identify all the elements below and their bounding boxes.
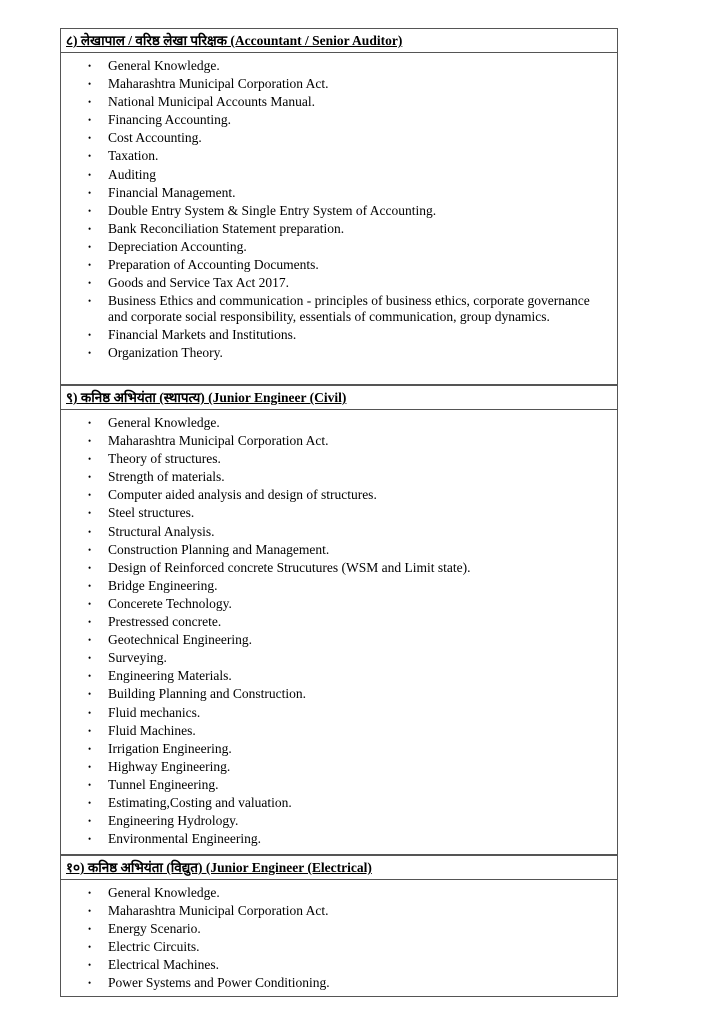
section-body [60, 53, 618, 385]
list-item: • Electric Circuits. [61, 939, 617, 955]
list-item: • Fluid Machines. [61, 723, 617, 739]
list-item: • Theory of structures. [61, 451, 617, 467]
list-item: • Strength of materials. [61, 469, 617, 485]
list-item: • Estimating,Costing and valuation. [61, 795, 617, 811]
section-junior-engineer-electrical [60, 855, 618, 997]
list-item: • Prestressed concrete. [61, 614, 617, 630]
list-item: • Goods and Service Tax Act 2017. [61, 275, 617, 291]
topic-list [61, 415, 617, 847]
list-item: • Preparation of Accounting Documents. [61, 257, 617, 273]
list-item: • Environmental Engineering. [61, 831, 617, 847]
list-item: • Taxation. [61, 148, 617, 164]
list-item: • Bridge Engineering. [61, 578, 617, 594]
section-heading [60, 385, 618, 410]
list-item: • Surveying. [61, 650, 617, 666]
list-item: • Steel structures. [61, 505, 617, 521]
topic-list [61, 885, 617, 991]
list-item: • Structural Analysis. [61, 524, 617, 540]
list-item: • Power Systems and Power Conditioning. [61, 975, 617, 991]
list-item: • Fluid mechanics. [61, 705, 617, 721]
list-item: • Financial Management. [61, 185, 617, 201]
list-item: • Engineering Materials. [61, 668, 617, 684]
list-item: • Business Ethics and communication - principles of business ethics, corporate governance and corporate social responsibility, essentials of communication, group dynamics. [61, 293, 617, 325]
list-item: • Electrical Machines. [61, 957, 617, 973]
list-item: • Maharashtra Municipal Corporation Act. [61, 903, 617, 919]
list-item: • Financial Markets and Institutions. [61, 327, 617, 343]
section-body [60, 880, 618, 997]
section-heading [60, 855, 618, 880]
list-item: • Construction Planning and Management. [61, 542, 617, 558]
topic-list [61, 58, 617, 361]
list-item: • Design of Reinforced concrete Strucutures (WSM and Limit state). [61, 560, 617, 576]
list-item: • Maharashtra Municipal Corporation Act. [61, 76, 617, 92]
list-item: • Computer aided analysis and design of structures. [61, 487, 617, 503]
section-body [60, 410, 618, 855]
list-item: • General Knowledge. [61, 58, 617, 74]
list-item: • Engineering Hydrology. [61, 813, 617, 829]
list-item: • Building Planning and Construction. [61, 686, 617, 702]
list-item: • Geotechnical Engineering. [61, 632, 617, 648]
list-item: • Cost Accounting. [61, 130, 617, 146]
list-item: • Auditing [61, 167, 617, 183]
list-item: • Depreciation Accounting. [61, 239, 617, 255]
list-item: • General Knowledge. [61, 885, 617, 901]
list-item: • Maharashtra Municipal Corporation Act. [61, 433, 617, 449]
section-heading-text: ९) कनिष्ठ अभियंता (स्थापत्य) (Junior Engineer (Civil) [66, 390, 347, 405]
list-item: • Organization Theory. [61, 345, 617, 361]
list-item: • Bank Reconciliation Statement preparation. [61, 221, 617, 237]
list-item: • Energy Scenario. [61, 921, 617, 937]
list-item: • Double Entry System & Single Entry System of Accounting. [61, 203, 617, 219]
list-item: • General Knowledge. [61, 415, 617, 431]
list-item: • Financing Accounting. [61, 112, 617, 128]
section-heading-text: ८) लेखापाल / वरिष्ठ लेखा परिक्षक (Accountant / Senior Auditor) [66, 33, 403, 48]
list-item: • Tunnel Engineering. [61, 777, 617, 793]
list-item: • Concerete Technology. [61, 596, 617, 612]
section-heading-text: १०) कनिष्ठ अभियंता (विद्युत) (Junior Engineer (Electrical) [66, 860, 372, 875]
section-accountant [60, 28, 618, 385]
section-heading [60, 28, 618, 53]
list-item: • Irrigation Engineering. [61, 741, 617, 757]
syllabus-table [60, 28, 618, 997]
list-item: • Highway Engineering. [61, 759, 617, 775]
list-item: • National Municipal Accounts Manual. [61, 94, 617, 110]
section-junior-engineer-civil [60, 385, 618, 855]
